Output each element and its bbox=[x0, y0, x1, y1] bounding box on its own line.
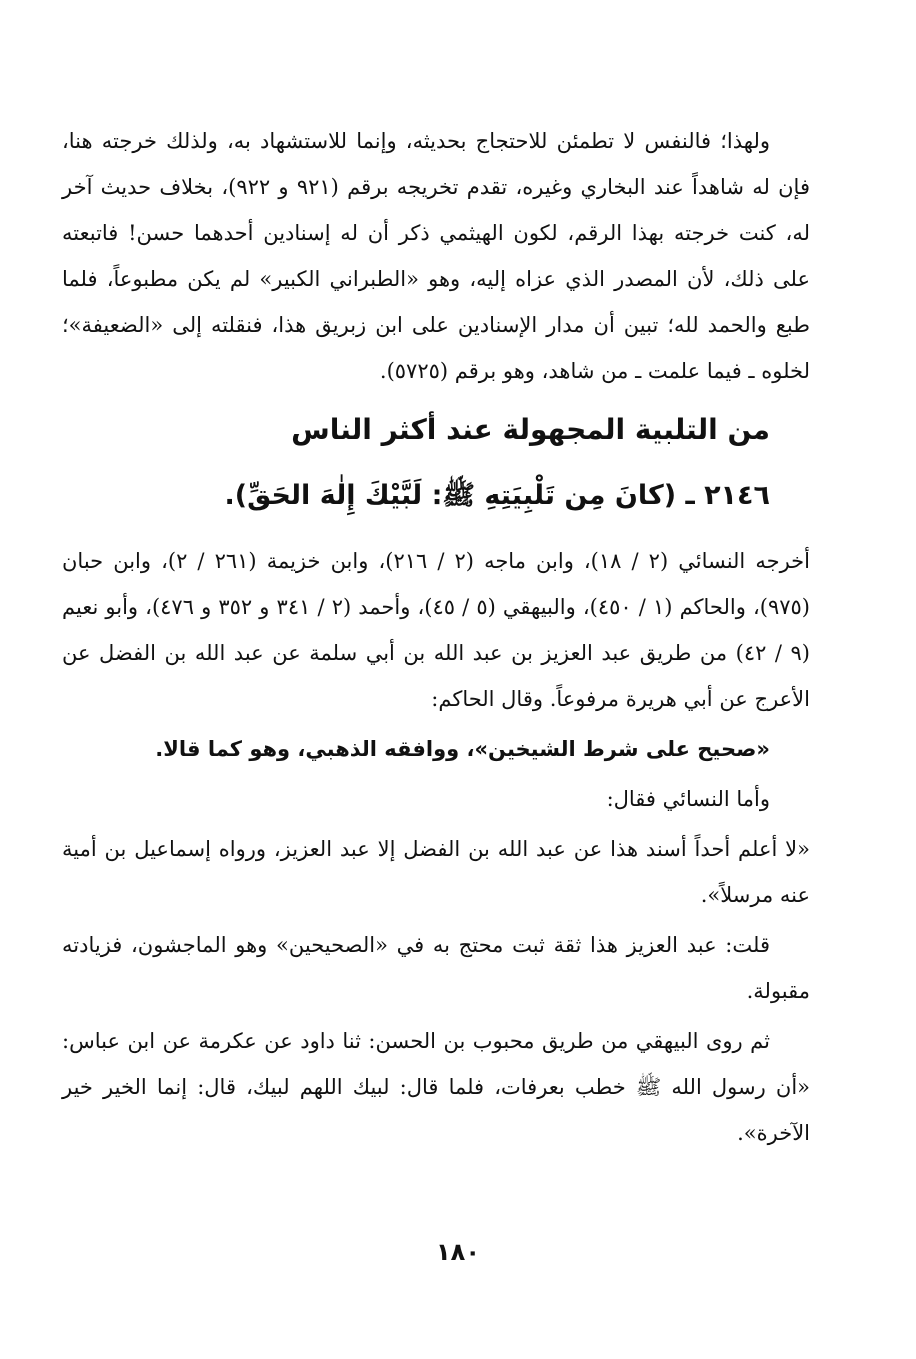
section-heading: من التلبية المجهولة عند أكثر الناس bbox=[291, 413, 770, 446]
bayhaqi-paragraph: ثم روى البيهقي من طريق محبوب بن الحسن: ثنا داود عن عكرمة عن ابن عباس: «أن رسول الله ﷺ خطب بعرفات، فلما قال: لبيك اللهم لبيك، قال: إنما الخير خير الآخرة». bbox=[62, 1029, 810, 1145]
page-number: ١٨٠ bbox=[436, 1238, 480, 1266]
nasai-intro: وأما النسائي فقال: bbox=[606, 787, 770, 811]
hakim-quote: «صحيح على شرط الشيخين»، ووافقه الذهبي، وهو كما قالا. bbox=[155, 737, 770, 761]
nasai-quote: «لا أعلم أحداً أسند هذا عن عبد الله بن الفضل إلا عبد العزيز، ورواه إسماعيل بن أمية عنه مرسلاً». bbox=[62, 837, 810, 907]
page-content bbox=[62, 118, 810, 1156]
hadith-title: ٢١٤٦ ـ (كانَ مِن تَلْبِيَتِهِ ﷺ: لَبَّيْكَ إِلٰهَ الحَقِّ). bbox=[224, 480, 770, 511]
author-comment: قلت: عبد العزيز هذا ثقة ثبت محتج به في «الصحيحين» وهو الماجشون، فزيادته مقبولة. bbox=[62, 933, 810, 1003]
intro-paragraph: ولهذا؛ فالنفس لا تطمئن للاحتجاج بحديثه، وإنما للاستشهاد به، ولذلك خرجته هنا، فإن له شاهداً عند البخاري وغيره، تقدم تخريجه برقم (٩٢١ و ٩٢٢)، بخلاف حديث آخر له، كنت خرجته بهذا الرقم، لكون الهيثمي ذكر أن له إسنادين أحدهما حسن! فاتبعته على ذلك، لأن المصدر الذي عزاه إليه، وهو «الطبراني الكبير» لم يكن مطبوعاً، فلما طبع والحمد لله؛ تبين أن مدار الإسنادين على ابن زبريق هذا، فنقلته إلى «الضعيفة»؛ لخلوه ـ فيما علمت ـ من شاهد، وهو برقم (٥٧٢٥). bbox=[62, 129, 810, 383]
takhrij-paragraph: أخرجه النسائي (٢ / ١٨)، وابن ماجه (٢ / ٢١٦)، وابن خزيمة (٢٦١ / ٢)، وابن حبان (٩٧٥)، والحاكم (١ / ٤٥٠)، والبيهقي (٥ / ٤٥)، وأحمد (٢ / ٣٤١ و ٣٥٢ و ٤٧٦)، وأبو نعيم (٩ / ٤٢) من طريق عبد العزيز بن عبد الله بن أبي سلمة عن عبد الله بن الفضل عن الأعرج عن أبي هريرة مرفوعاً. وقال الحاكم: bbox=[62, 549, 810, 711]
